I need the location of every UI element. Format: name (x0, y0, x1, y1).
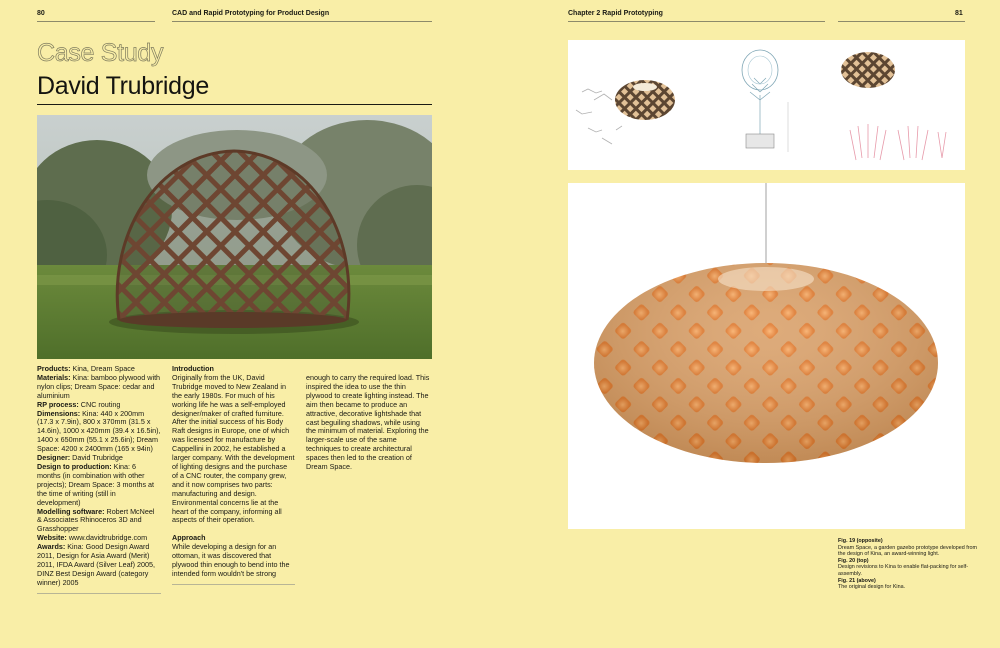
title-rule (37, 104, 432, 105)
introduction-heading: Introduction (172, 364, 214, 373)
introduction-text: Originally from the UK, David Trubridge moved to New Zealand in the early 1980s. For much of his working life he was a self-employed designer/maker of crafted furniture. After the initial success of his Body Raft designs in Europe, one of which was licensed for manufacture by Cappellini in 2002, he established a larger company. With the development of lighting designs and the purchase of a CNC router, the company grew, and it now comprises two parts: manufacturing and design. Environmental concerns lie at the heart of the company, informing all aspects of their operation. (172, 372, 295, 525)
spec-dimensions: Dimensions: Kina: 440 x 200mm (17.3 x 7.9in), 800 x 370mm (31.5 x 14.6in), 1000 x 420mm (39.4 x 16.5in), 1400 x 650mm (55.1 x 25.6in); Dream Space: 4200 x 2400mm (165 x 94in) (37, 408, 161, 454)
design-revisions-image (568, 40, 965, 170)
right-page-number: 81 (955, 10, 963, 17)
case-study-title: Case Study (37, 39, 164, 67)
header-rule-left-2 (172, 21, 432, 22)
caption-fig19-text: Dream Space, a garden gazebo prototype developed from the design of Kina, an award-winning light. (838, 544, 978, 558)
kina-lamp-photo (568, 183, 965, 529)
header-rule-right-1 (568, 21, 825, 22)
spec-awards: Awards: Kina: Good Design Award 2011, Design for Asia Award (Merit) 2011, IFDA Award (Silver Leaf) 2005, DINZ Best Design Award (category winner) 2005 (37, 542, 155, 587)
specs-column (37, 365, 161, 594)
specs-bottom-rule (37, 593, 161, 594)
left-running-head: CAD and Rapid Prototyping for Product Design (172, 10, 330, 17)
figure-captions (838, 538, 978, 591)
caption-fig20-label: Fig. 20 (top) (838, 557, 869, 564)
page-title: David Trubridge (37, 72, 209, 100)
right-running-head: Chapter 2 Rapid Prototyping (568, 10, 663, 17)
spec-rp-process: RP process: CNC routing (37, 399, 121, 409)
intro-bottom-rule (172, 584, 295, 585)
spec-designer: Designer: David Trubridge (37, 453, 123, 463)
approach-continued-text: enough to carry the required load. This inspired the idea to use the thin plywood to create lighting instead. The aim then became to produce an attractive, decorative lightshade that cast beguiling shadows, while using the minimum of material. Exploring the larger-scale use of the same techniques to create architectural spaces then led to the creation of Dream Space. (306, 373, 430, 472)
approach-heading: Approach (172, 533, 206, 543)
caption-fig20-text: Design revisions to Kina to enable flat-packing for self-assembly. (838, 564, 969, 577)
spec-materials: Materials: Kina: bamboo plywood with nylon clips; Dream Space: cedar and aluminium (37, 372, 161, 400)
spec-modelling-software: Modelling software: Robert McNeel & Associates Rhinoceros 3D and Grasshopper (37, 506, 155, 534)
left-page-number: 80 (37, 10, 45, 17)
header-rule-left-1 (37, 21, 155, 22)
header-rule-right-2 (838, 21, 965, 22)
caption-fig19-label: Fig. 19 (opposite) (838, 538, 883, 544)
approach-continued-column (306, 374, 430, 472)
spec-website: Website: www.davidtrubridge.com (37, 533, 148, 543)
approach-text: While developing a design for an ottoman, it was discovered that plywood thin enough to bend into the intended form wouldn't be strong (172, 542, 290, 578)
introduction-column (172, 365, 295, 585)
caption-fig21-label: Fig. 21 (above) (838, 577, 876, 584)
gazebo-photo (37, 115, 432, 359)
spec-products: Products: Kina, Dream Space (37, 364, 135, 373)
spec-design-to-production: Design to production: Kina: 6 months (in combination with other projects); Dream Space: 3 months at the time of writing (still in development) (37, 461, 155, 507)
caption-fig21-text: The original design for Kina. (838, 584, 906, 591)
